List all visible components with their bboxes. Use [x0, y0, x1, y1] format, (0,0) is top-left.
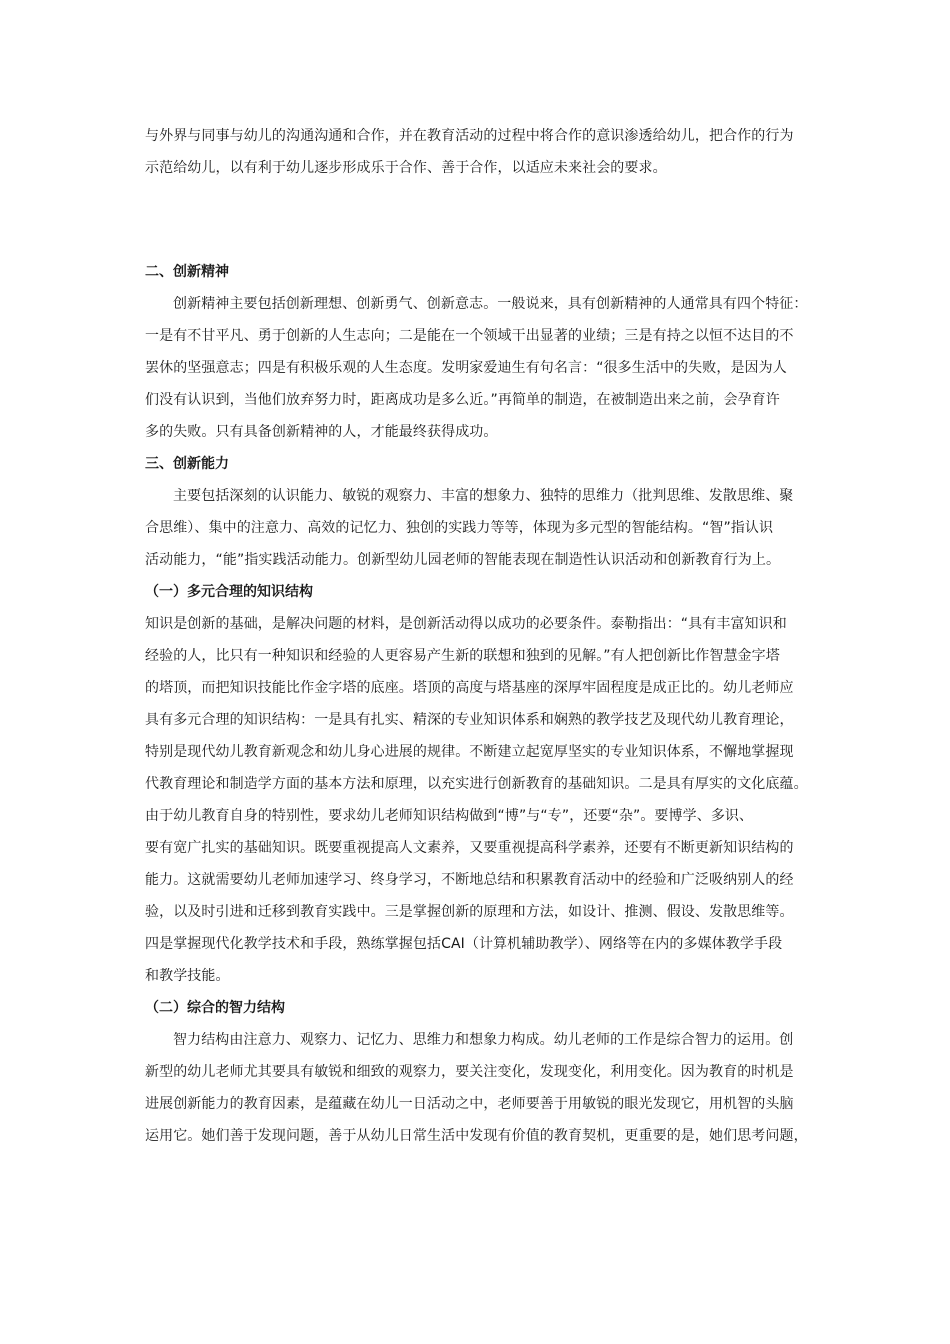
text-line: 运用它。她们善于发现问题，善于从幼儿日常生活中发现有价值的教育契机，更重要的是，她们思考问题，	[145, 1128, 808, 1144]
text-line: 与外界与同事与幼儿的沟通沟通和合作，并在教育活动的过程中将合作的意识渗透给幼儿，把合作的行为	[145, 128, 794, 144]
text-line: 合思维）、集中的注意力、高效的记忆力、独创的实践力等等，体现为多元型的智能结构。“智”指认识	[145, 520, 774, 536]
section-heading-innovation-spirit: 二、创新精神	[145, 264, 229, 280]
text-line: 由于幼儿教育自身的特别性，要求幼儿老师知识结构做到“博”与“专”，还要“杂”。要博学、多识、	[145, 808, 754, 824]
text-line: 罢休的坚强意志；四是有积极乐观的人生态度。发明家爱迪生有句名言：“很多生活中的失败，是因为人	[145, 360, 787, 376]
text-line: 进展创新能力的教育因素，是蕴藏在幼儿一日活动之中，老师要善于用敏锐的眼光发现它，用机智的头脑	[145, 1096, 794, 1112]
text-line: 具有多元合理的知识结构：一是具有扎实、精深的专业知识体系和娴熟的教学技艺及现代幼儿教育理论，	[145, 712, 794, 728]
text-line: 能力。这就需要幼儿老师加速学习、终身学习，不断地总结和积累教育活动中的经验和广泛吸纳别人的经	[145, 872, 794, 888]
text-line: 和教学技能。	[145, 968, 230, 984]
text-line: 经验的人，比只有一种知识和经验的人更容易产生新的联想和独到的见解。”有人把创新比作智慧金字塔	[145, 648, 780, 664]
innovation-spirit-paragraph	[145, 288, 820, 448]
knowledge-structure-paragraph	[145, 608, 820, 992]
text-line: 示范给幼儿，以有利于幼儿逐步形成乐于合作、善于合作，以适应未来社会的要求。	[145, 160, 667, 176]
text-line: 多的失败。只有具备创新精神的人，才能最终获得成功。	[145, 424, 498, 440]
innovation-ability-paragraph	[145, 480, 820, 576]
text-line: 要有宽广扎实的基础知识。既要重视提高人文素养，又要重视提高科学素养，还要有不断更新知识结构的	[145, 840, 794, 856]
text-line: 活动能力，“能”指实践活动能力。创新型幼儿园老师的智能表现在制造性认识活动和创新教育行为上。	[145, 552, 781, 568]
intelligence-structure-paragraph	[145, 1024, 820, 1152]
text-line: 新型的幼儿老师尤其要具有敏锐和细致的观察力，要关注变化，发现变化，利用变化。因为教育的时机是	[145, 1064, 794, 1080]
document-page	[145, 120, 820, 1152]
text-line: 们没有认识到，当他们放弃努力时，距离成功是多么近。”再简单的制造，在被制造出来之前，会孕育许	[145, 392, 780, 408]
text-line: 特别是现代幼儿教育新观念和幼儿身心进展的规律。不断建立起宽厚坚实的专业知识体系，不懈地掌握现	[145, 744, 794, 760]
text-line: 一是有不甘平凡、勇于创新的人生志向；二是能在一个领域干出显著的业绩；三是有持之以恒不达目的不	[145, 328, 794, 344]
subsection-heading-intelligence-structure: （二）综合的智力结构	[145, 1000, 285, 1016]
section-heading-innovation-ability: 三、创新能力	[145, 456, 229, 472]
text-line: 主要包括深刻的认识能力、敏锐的观察力、丰富的想象力、独特的思维力（批判思维、发散思维、聚	[173, 488, 794, 504]
text-line: 智力结构由注意力、观察力、记忆力、思维力和想象力构成。幼儿老师的工作是综合智力的运用。创	[173, 1032, 794, 1048]
text-line: 代教育理论和制造学方面的基本方法和原理，以充实进行创新教育的基础知识。二是具有厚实的文化底蕴。	[145, 776, 808, 792]
text-line: 知识是创新的基础，是解决问题的材料，是创新活动得以成功的必要条件。泰勒指出：“具有丰富知识和	[145, 616, 787, 632]
text-line: 的塔顶，而把知识技能比作金字塔的底座。塔顶的高度与塔基座的深厚牢固程度是成正比的。幼儿老师应	[145, 680, 794, 696]
intro-paragraph	[145, 120, 820, 184]
text-line: 四是掌握现代化教学技术和手段，熟练掌握包括CAI（计算机辅助教学）、网络等在内的多媒体教学手段	[145, 936, 783, 952]
text-line: 创新精神主要包括创新理想、创新勇气、创新意志。一般说来，具有创新精神的人通常具有四个特征：	[173, 296, 808, 312]
subsection-heading-knowledge-structure: （一）多元合理的知识结构	[145, 584, 313, 600]
text-line: 验，以及时引进和迁移到教育实践中。三是掌握创新的原理和方法，如设计、推测、假设、发散思维等。	[145, 904, 794, 920]
